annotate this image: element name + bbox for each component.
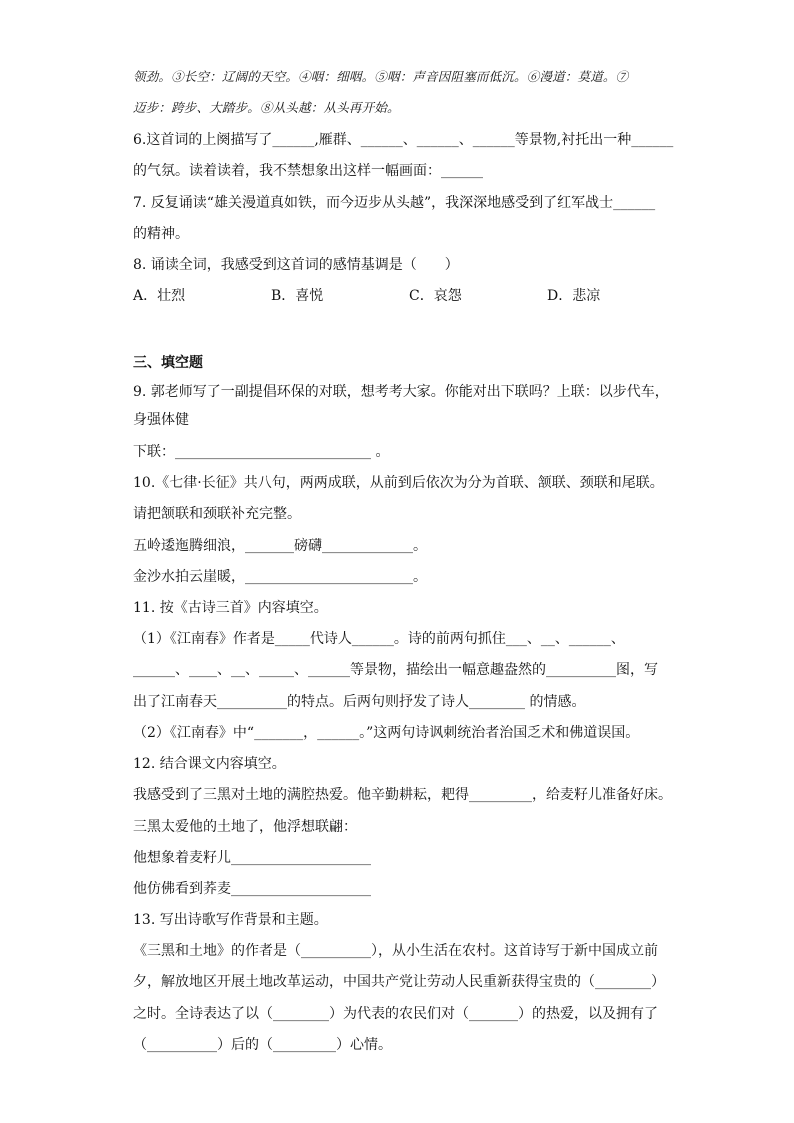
- q12-line-3: 他想象着麦籽儿____________________: [133, 850, 371, 866]
- q11-line-2: ______、____、__、_____、______等景物，描绘出一幅意趣盎然的__________图，写: [133, 662, 658, 678]
- q9-line-1: 9. 郭老师写了一副提倡环保的对联，想考考大家。你能对出下联吗？上联：以步代车，: [133, 384, 669, 400]
- q11-stem: 11. 按《古诗三首》内容填空。: [133, 600, 328, 616]
- option-b: B．喜悦: [271, 288, 324, 304]
- option-d: D．悲凉: [547, 288, 601, 304]
- q13-line-3: 之时。全诗表达了以（________）为代表的农民们对（_______）的热爱，以及拥有了: [133, 1006, 658, 1022]
- q13-line-4: （__________）后的（_________）心情。: [133, 1037, 392, 1053]
- q9-line-3: 下联：____________________________ 。: [133, 444, 390, 460]
- note-line-2: 迈步：跨步、大踏步。⑧从头越：从头再开始。: [133, 100, 400, 115]
- note-line-1: 领劲。③长空：辽阔的天空。④咽：细咽。⑤咽：声音因阻塞而低沉。⑥漫道：莫道。⑦: [133, 69, 629, 84]
- q12-stem: 12. 结合课文内容填空。: [133, 756, 286, 772]
- q10-line-1: 10.《七律·长征》共八句，两两成联，从前到后依次为分为首联、颔联、颈联和尾联。: [133, 475, 664, 491]
- q6-line-2: 的气氛。读着读着，我不禁想象出这样一幅画面：______: [133, 163, 483, 179]
- q12-line-2: 三黑太爱他的土地了，他浮想联翩：: [133, 819, 357, 835]
- option-a: A．壮烈: [133, 288, 186, 304]
- q7-line-2: 的精神。: [133, 226, 189, 242]
- q13-line-1: 《三黑和土地》的作者是（__________），从小生活在农村。这首诗写于新中国成立前: [133, 943, 658, 959]
- q12-line-1: 我感受到了三黑对土地的满腔热爱。他辛勤耕耘，耙得_________，给麦籽儿准备好床。: [133, 787, 672, 803]
- q8-options: [133, 287, 685, 305]
- q12-line-4: 他仿佛看到荞麦____________________: [133, 881, 371, 897]
- q10-line-3: 五岭逶迤腾细浪，_______磅礴_____________。: [133, 538, 427, 554]
- option-c: C．哀怨: [409, 288, 462, 304]
- q11-line-1: （1）《江南春》作者是_____代诗人______。诗的前两句抓住___、__、______、: [133, 631, 625, 647]
- q9-line-2: 身强体健: [133, 412, 189, 428]
- section-heading: 三、填空题: [133, 355, 203, 371]
- q8-stem: 8. 诵读全词，我感受到这首词的感情基调是（ ）: [133, 257, 459, 273]
- q10-line-4: 金沙水拍云崖暖，________________________。: [133, 569, 427, 585]
- q6-line-1: 6.这首词的上阕描写了______,雁群、______、______、______等景物,衬托出一种______: [133, 132, 674, 148]
- q7-line-1: 7. 反复诵读“雄关漫道真如铁，而今迈步从头越”，我深深地感受到了红军战士______: [133, 195, 656, 211]
- q13-line-2: 夕，解放地区开展土地改革运动，中国共产党让劳动人民重新获得宝贵的（________）: [133, 974, 665, 990]
- q13-stem: 13. 写出诗歌写作背景和主题。: [133, 912, 328, 928]
- q11-line-4: （2）《江南春》中“_______，______。”这两句诗讽刺统治者治国乏术和佛道误国。: [133, 725, 640, 741]
- q11-line-3: 出了江南春天__________的特点。后两句则抒发了诗人________ 的情感。: [133, 694, 586, 710]
- q10-line-2: 请把颔联和颈联补充完整。: [133, 506, 301, 522]
